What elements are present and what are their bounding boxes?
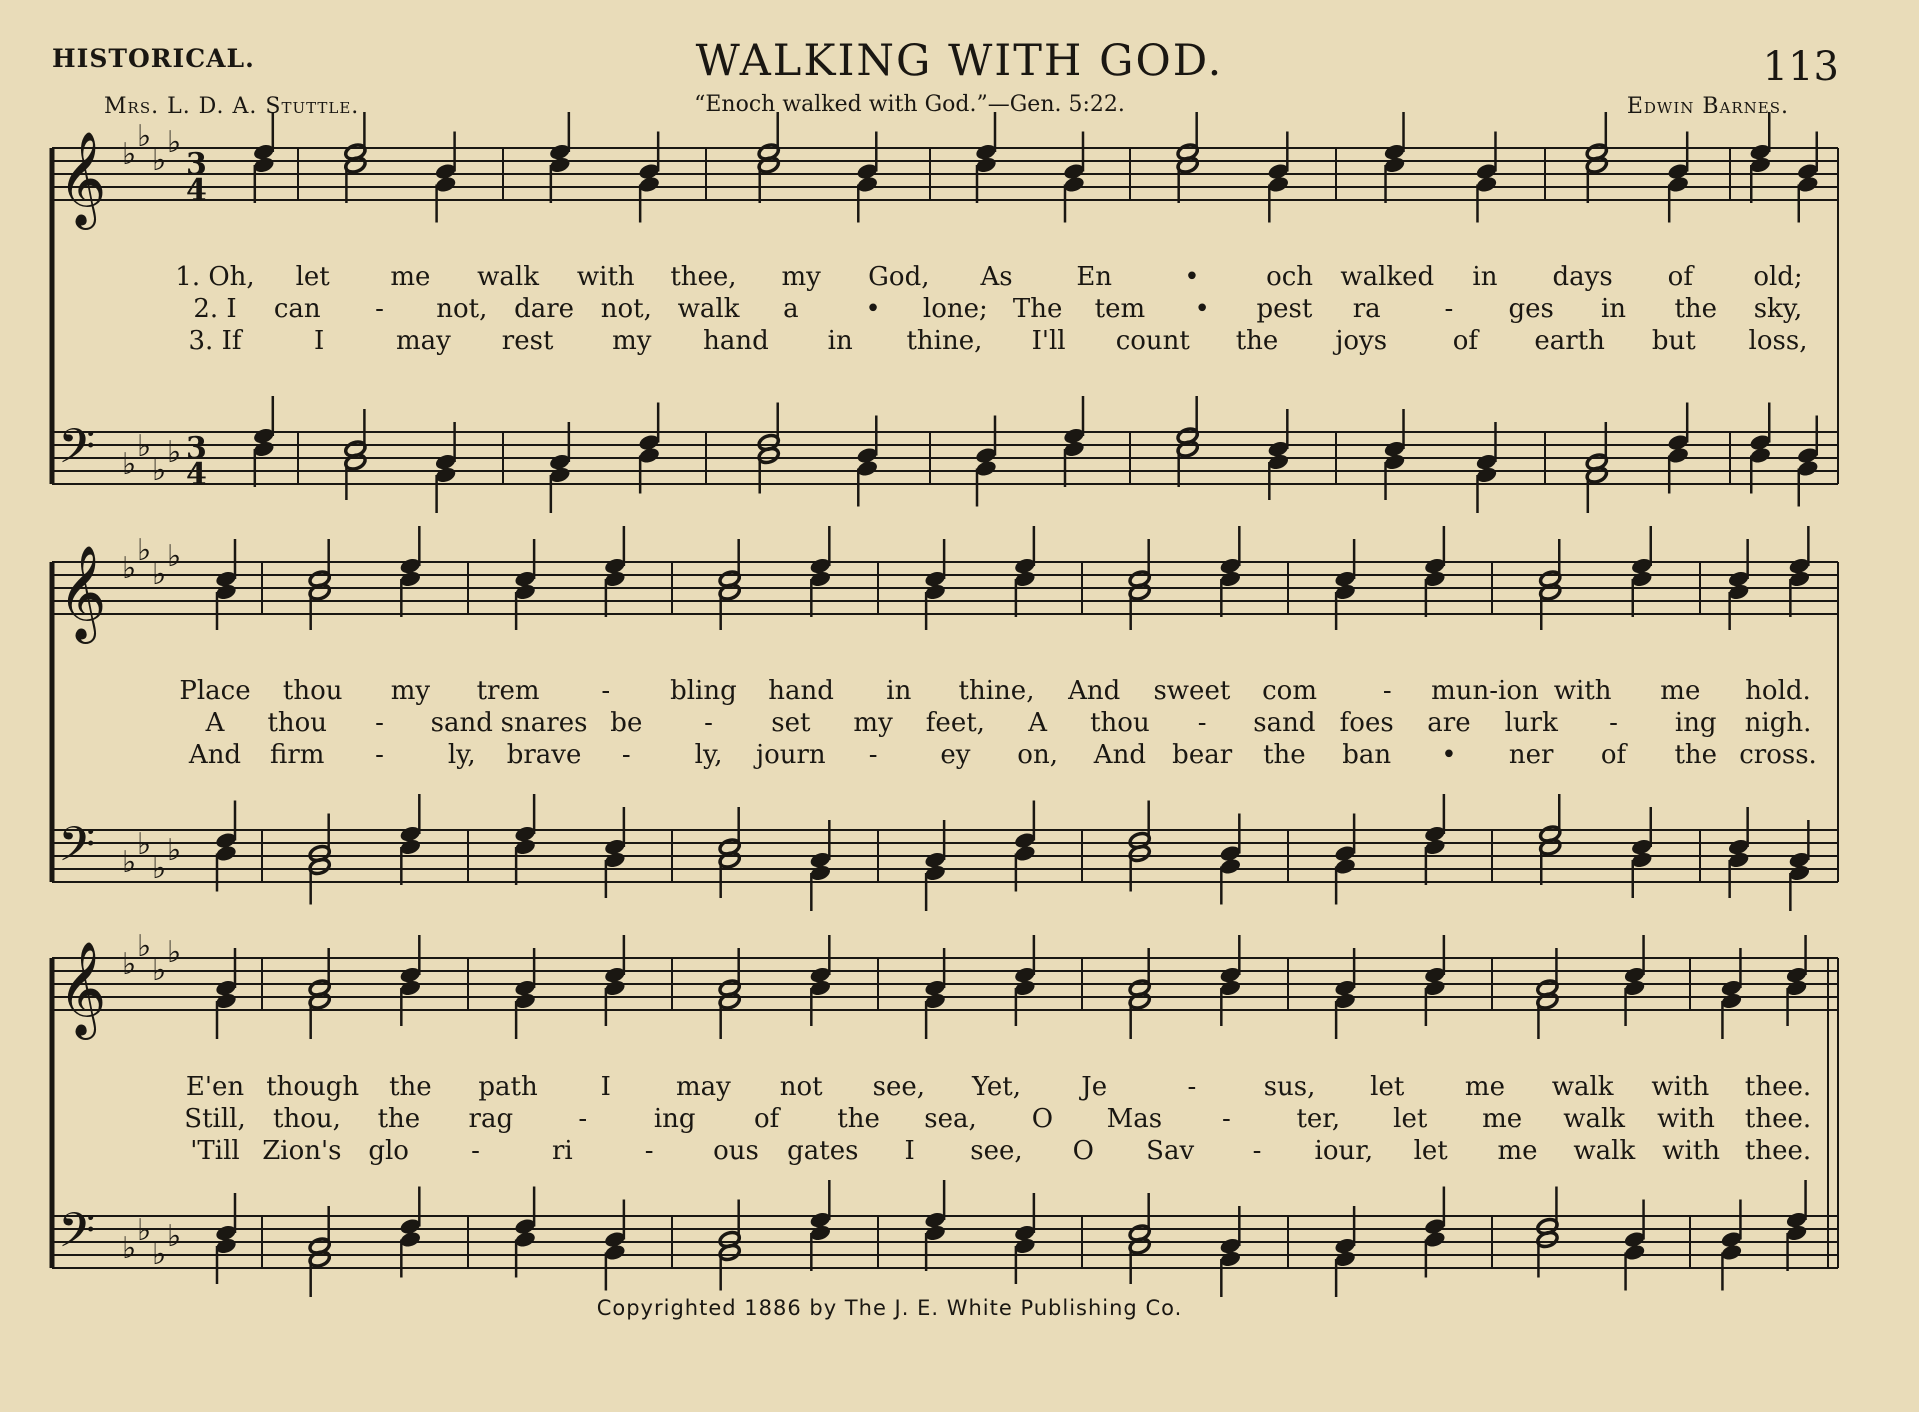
lyric-syllable: dare	[514, 294, 575, 324]
lyric-syllable: can	[273, 294, 321, 324]
lyric-syllable: set	[771, 708, 811, 738]
lyric-syllable: the	[377, 1104, 421, 1134]
lyric-syllable: thee,	[670, 262, 737, 292]
lyric-syllable: let	[1370, 1072, 1405, 1102]
flat-accidental-icon: ♭	[167, 833, 182, 868]
lyric-syllable: walk	[477, 262, 539, 292]
lyric-syllable: •	[865, 294, 881, 324]
lyric-syllable: with	[1662, 1136, 1721, 1166]
lyric-syllable: bling	[670, 676, 737, 706]
flat-accidental-icon: ♭	[122, 947, 137, 982]
lyric-syllable: -	[375, 740, 384, 770]
bass-clef-icon: 𝄢	[58, 418, 96, 486]
lyric-syllable: earth	[1534, 326, 1605, 356]
lyric-syllable: ly,	[447, 740, 476, 770]
lyric-syllable: sand	[1253, 708, 1316, 738]
lyric-syllable: be	[610, 708, 643, 738]
lyric-verse-line	[0, 326, 1919, 356]
lyric-syllable: in	[827, 326, 853, 356]
bass-clef-icon: 𝄢	[58, 816, 96, 884]
lyric-syllable: And	[1093, 740, 1146, 770]
lyric-syllable: hand	[703, 326, 769, 356]
lyric-syllable: hand	[768, 676, 834, 706]
lyric-syllable: not,	[436, 294, 488, 324]
flat-accidental-icon: ♭	[167, 125, 182, 160]
lyric-syllable: Mas	[1106, 1104, 1163, 1134]
lyric-syllable: let	[1413, 1136, 1448, 1166]
composer-credit: Edwin Barnes.	[1626, 94, 1789, 119]
treble-clef-icon: 𝄞	[58, 131, 107, 226]
flat-accidental-icon: ♭	[167, 435, 182, 470]
flat-accidental-icon: ♭	[137, 429, 152, 464]
lyric-syllable: thou	[1090, 708, 1150, 738]
lyric-syllable: may	[395, 326, 451, 356]
lyric-syllable: thee.	[1744, 1136, 1812, 1166]
lyric-verse-line	[0, 1136, 1919, 1166]
lyric-syllable: walk	[1563, 1104, 1626, 1134]
lyric-verse-line	[0, 676, 1919, 706]
lyric-syllable: walk	[1573, 1136, 1636, 1166]
lyric-syllable: ter,	[1296, 1104, 1341, 1134]
lyric-syllable: my	[390, 676, 431, 706]
lyric-syllable: ban	[1342, 740, 1392, 770]
lyric-syllable: the	[1263, 740, 1306, 770]
bass-clef-icon: 𝄢	[58, 1202, 96, 1270]
lyric-syllable: Yet,	[971, 1072, 1022, 1102]
lyric-syllable: -	[1444, 294, 1454, 324]
lyric-syllable: of	[1600, 740, 1627, 770]
lyric-verse-line	[0, 740, 1919, 770]
lyric-syllable: thine,	[958, 676, 1035, 706]
lyric-syllable: foes	[1339, 708, 1394, 738]
lyric-syllable: with	[576, 262, 635, 292]
lyric-syllable: ner	[1508, 740, 1554, 770]
lyric-syllable: but	[1651, 326, 1696, 356]
flat-accidental-icon: ♭	[137, 827, 152, 862]
lyric-syllable: lurk	[1504, 708, 1558, 738]
lyric-syllable: •	[1194, 294, 1210, 324]
lyric-syllable: the	[1235, 326, 1279, 356]
lyric-syllable: brave	[506, 740, 582, 770]
lyric-syllable: As	[980, 262, 1013, 292]
lyricist-credit: Mrs. L. D. A. Stuttle.	[104, 94, 360, 119]
lyric-syllable: pest	[1256, 294, 1313, 324]
lyric-syllable: mun-ion	[1431, 676, 1539, 706]
lyric-syllable: joys	[1335, 326, 1388, 356]
lyric-syllable: a	[783, 294, 799, 324]
flat-accidental-icon: ♭	[152, 557, 167, 592]
flat-accidental-icon: ♭	[167, 935, 182, 970]
lyric-syllable: ri	[551, 1136, 573, 1166]
lyric-verse-line	[0, 294, 1919, 324]
lyric-syllable: the	[389, 1072, 432, 1102]
time-signature-numerator: 3	[186, 431, 207, 466]
flat-accidental-icon: ♭	[137, 929, 152, 964]
lyric-syllable: with	[1553, 676, 1612, 706]
lyric-syllable: trem	[476, 676, 540, 706]
lyric-syllable: sea,	[924, 1104, 977, 1134]
lyric-syllable: see,	[970, 1136, 1023, 1166]
lyric-syllable: snares	[500, 708, 588, 738]
lyric-syllable: thou	[282, 676, 343, 706]
lyric-syllable: old;	[1753, 262, 1803, 292]
lyric-syllable: Still,	[184, 1104, 246, 1134]
hymn-title: WALKING WITH GOD.	[695, 36, 1224, 86]
lyric-syllable: And	[188, 740, 242, 770]
lyric-syllable: feet,	[925, 708, 985, 738]
lyric-syllable: walked	[1340, 262, 1435, 292]
lyric-syllable: 2. I	[193, 294, 237, 324]
lyric-syllable: E'en	[185, 1072, 245, 1102]
lyric-syllable: thou,	[273, 1104, 341, 1134]
lyric-syllable: ges	[1508, 294, 1554, 324]
lyric-syllable: are	[1427, 708, 1471, 738]
lyric-syllable: I	[600, 1072, 611, 1102]
lyric-syllable: iour,	[1314, 1136, 1374, 1166]
lyric-syllable: on,	[1017, 740, 1058, 770]
lyric-syllable: ous	[713, 1136, 759, 1166]
lyric-syllable: let	[295, 262, 330, 292]
lyric-syllable: journ	[756, 740, 826, 770]
lyric-syllable: with	[1657, 1104, 1715, 1134]
lyric-verse-line	[0, 262, 1919, 292]
lyric-syllable: And	[1068, 676, 1121, 706]
lyric-syllable: with	[1651, 1072, 1710, 1102]
flat-accidental-icon: ♭	[122, 137, 137, 172]
lyric-verse-line	[0, 708, 1919, 738]
lyric-syllable: God,	[868, 262, 930, 292]
lyric-syllable: me	[1464, 1072, 1505, 1102]
flat-accidental-icon: ♭	[122, 845, 137, 880]
page-number: 113	[1762, 44, 1839, 90]
lyric-syllable: •	[1184, 262, 1200, 292]
lyric-syllable: me	[1497, 1136, 1538, 1166]
lyric-syllable: I	[314, 326, 325, 356]
lyric-syllable: let	[1393, 1104, 1428, 1134]
lyric-syllable: loss,	[1748, 326, 1808, 356]
time-signature-denominator: 4	[186, 457, 207, 492]
flat-accidental-icon: ♭	[152, 953, 167, 988]
lyric-syllable: -	[375, 708, 384, 738]
lyric-syllable: not	[779, 1072, 823, 1102]
lyric-syllable: firm	[270, 740, 325, 770]
lyric-syllable: walk	[677, 294, 740, 324]
flat-accidental-icon: ♭	[137, 119, 152, 154]
lyric-syllable: The	[1012, 294, 1063, 324]
lyric-syllable: may	[676, 1072, 731, 1102]
lyric-syllable: bear	[1172, 740, 1233, 770]
lyric-syllable: rag	[468, 1104, 514, 1134]
flat-accidental-icon: ♭	[137, 1213, 152, 1248]
lyric-syllable: -	[471, 1136, 480, 1166]
section-label: HISTORICAL.	[52, 44, 255, 73]
lyric-syllable: hold.	[1745, 676, 1811, 706]
lyric-syllable: of	[1452, 326, 1479, 356]
lyric-syllable: sand	[430, 708, 493, 738]
lyric-syllable: -	[601, 676, 611, 706]
flat-accidental-icon: ♭	[152, 851, 167, 886]
flat-accidental-icon: ♭	[167, 539, 182, 574]
flat-accidental-icon: ♭	[122, 551, 137, 586]
lyric-syllable: of	[1667, 262, 1693, 292]
lyric-syllable: not,	[600, 294, 652, 324]
lyric-syllable: ey	[940, 740, 971, 770]
lyric-syllable: sweet	[1153, 676, 1231, 706]
lyric-syllable: ra	[1352, 294, 1381, 324]
lyric-syllable: I	[904, 1136, 915, 1166]
lyric-syllable: rest	[501, 326, 554, 356]
lyric-syllable: •	[1441, 740, 1457, 770]
lyric-syllable: my	[781, 262, 821, 292]
lyric-syllable: though	[266, 1072, 360, 1102]
lyric-syllable: -	[1609, 708, 1618, 738]
lyric-verse-line	[0, 1072, 1919, 1102]
lyric-syllable: my	[853, 708, 893, 738]
lyric-syllable: gates	[787, 1136, 859, 1166]
lyric-syllable: me	[1482, 1104, 1523, 1134]
flat-accidental-icon: ♭	[152, 143, 167, 178]
lyric-syllable: I'll	[1031, 326, 1066, 356]
lyric-syllable: count	[1115, 326, 1190, 356]
lyric-syllable: -	[1197, 708, 1207, 738]
lyric-syllable: En	[1076, 262, 1113, 292]
lyric-syllable: thee.	[1744, 1072, 1812, 1102]
lyric-syllable: ing	[653, 1104, 696, 1134]
lyric-syllable: me	[1660, 676, 1701, 706]
lyric-syllable: of	[754, 1104, 780, 1134]
lyric-syllable: the	[1674, 294, 1718, 324]
lyric-syllable: thou	[267, 708, 328, 738]
lyric-syllable: 'Till	[190, 1136, 240, 1166]
lyric-syllable: -	[1221, 1104, 1231, 1134]
lyric-syllable: thee.	[1744, 1104, 1812, 1134]
lyric-syllable: path	[478, 1072, 538, 1102]
flat-accidental-icon: ♭	[137, 533, 152, 568]
lyric-syllable: me	[390, 262, 431, 292]
time-signature-denominator: 4	[186, 173, 207, 208]
lyric-syllable: -	[578, 1104, 588, 1134]
lyric-syllable: A	[205, 708, 225, 738]
lyric-syllable: 3. If	[188, 326, 242, 356]
flat-accidental-icon: ♭	[122, 447, 137, 482]
lyric-verse-line	[0, 1104, 1919, 1134]
lyric-syllable: och	[1266, 262, 1314, 292]
lyric-syllable: thine,	[906, 326, 983, 356]
lyric-syllable: ing	[1674, 708, 1717, 738]
lyric-syllable: -	[1187, 1072, 1197, 1102]
lyric-syllable: tem	[1094, 294, 1146, 324]
lyric-syllable: sus,	[1263, 1072, 1316, 1102]
lyric-syllable: Zion's	[262, 1136, 342, 1166]
lyric-syllable: in	[886, 676, 912, 706]
lyric-syllable: sky,	[1753, 294, 1803, 324]
lyric-syllable: O	[1072, 1136, 1094, 1166]
lyric-syllable: see,	[872, 1072, 926, 1102]
flat-accidental-icon: ♭	[122, 1231, 137, 1266]
lyric-syllable: Je	[1081, 1072, 1108, 1102]
lyric-syllable: A	[1028, 708, 1048, 738]
lyric-syllable: -	[868, 740, 878, 770]
flat-accidental-icon: ♭	[167, 1219, 182, 1254]
lyric-syllable: glo	[368, 1136, 409, 1166]
lyric-syllable: cross.	[1739, 740, 1817, 770]
lyric-syllable: my	[612, 326, 652, 356]
treble-clef-icon: 𝄞	[58, 545, 107, 640]
lyric-syllable: 1. Oh,	[175, 262, 255, 292]
lyric-syllable: ly,	[694, 740, 723, 770]
lyric-syllable: -	[644, 1136, 654, 1166]
lyric-syllable: days	[1552, 262, 1613, 292]
lyric-syllable: com	[1262, 676, 1317, 706]
lyric-syllable: lone;	[922, 294, 988, 324]
lyric-syllable: in	[1472, 262, 1498, 292]
treble-clef-icon: 𝄞	[58, 941, 107, 1036]
time-signature-numerator: 3	[186, 147, 207, 182]
lyric-syllable: in	[1600, 294, 1626, 324]
lyric-syllable: Sav	[1146, 1136, 1195, 1166]
lyric-syllable: O	[1031, 1104, 1054, 1134]
flat-accidental-icon: ♭	[152, 453, 167, 488]
scripture-epigraph: “Enoch walked with God.”—Gen. 5:22.	[694, 92, 1125, 117]
lyric-syllable: -	[375, 294, 384, 324]
copyright-notice: Copyrighted 1886 by The J. E. White Publishing Co.	[596, 1296, 1183, 1320]
lyric-syllable: the	[1674, 740, 1718, 770]
lyric-syllable: walk	[1551, 1072, 1614, 1102]
flat-accidental-icon: ♭	[152, 1237, 167, 1272]
lyric-syllable: the	[837, 1104, 880, 1134]
lyric-syllable: Place	[179, 676, 251, 706]
lyric-syllable: -	[1382, 676, 1392, 706]
lyric-syllable: -	[621, 740, 631, 770]
lyric-syllable: -	[704, 708, 713, 738]
lyric-syllable: nigh.	[1744, 708, 1812, 738]
lyric-syllable: -	[1252, 1136, 1262, 1166]
